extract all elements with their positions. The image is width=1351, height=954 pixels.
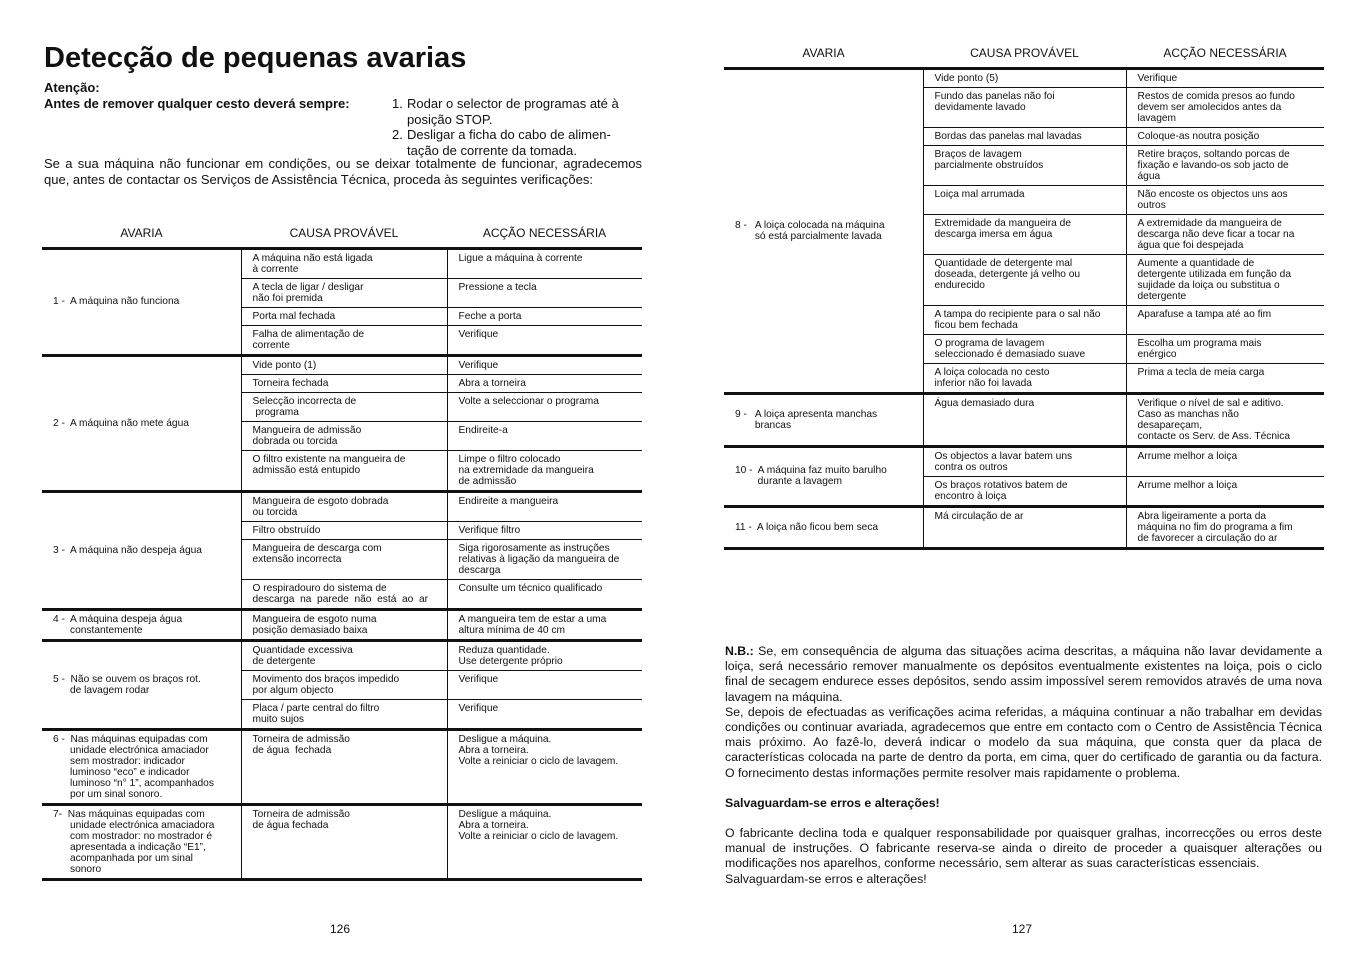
- cause-cell: Mangueira de esgoto dobrada ou torcida: [241, 491, 447, 521]
- action-cell: Abra a torneira: [447, 374, 642, 392]
- action-cell: Verifique: [447, 699, 642, 729]
- header-cause: CAUSA PROVÁVEL: [970, 45, 1079, 60]
- action-cell: Verifique: [447, 355, 642, 374]
- cause-cell: Os objectos a lavar batem uns contra os outros: [923, 446, 1126, 476]
- header-fault: AVARIA: [802, 45, 845, 60]
- table-body: [42, 248, 642, 879]
- cause-cell: O filtro existente na mangueira de admissão está entupido: [241, 450, 447, 491]
- table-header-row: [724, 40, 1324, 68]
- cause-cell: O respiradouro do sistema de descarga na parede não está ao ar: [241, 579, 447, 609]
- cause-cell: Porta mal fechada: [241, 307, 447, 325]
- table-row: [42, 491, 642, 521]
- action-cell: Arrume melhor a loiça: [1126, 476, 1324, 506]
- action-cell: Consulte um técnico qualificado: [447, 579, 642, 609]
- cause-cell: A máquina não está ligada à corrente: [241, 248, 447, 278]
- nb-text: Se, em consequência de alguma das situações acima descritas, a máquina não lavar devidamente a loiça, será necessário remover manualmente os depósitos eventualmente existentes na loiça, pois o ciclo final de secagem endurece esses depósitos, sendo assim impossível serem removidos através de uma nova lavagem na máquina.: [725, 644, 1322, 704]
- action-cell: Coloque-as noutra posição: [1126, 127, 1324, 145]
- table-row: [42, 804, 642, 879]
- fault-cell: 9 - A loiça apresenta manchas brancas: [724, 393, 923, 446]
- cause-cell: Loiça mal arrumada: [923, 185, 1126, 214]
- table-row: [724, 446, 1324, 476]
- troubleshooting-table-right: [724, 40, 1324, 550]
- action-cell: Aumente a quantidade de detergente utilizada em função da sujidade da loiça ou substitua o detergente: [1126, 254, 1324, 305]
- action-cell: Verifique: [1126, 68, 1324, 87]
- page-number: 126: [330, 922, 351, 936]
- action-cell: A extremidade da mangueira de descarga não deve ficar a tocar na água que foi despejada: [1126, 214, 1324, 254]
- cause-cell: Torneira de admissão de água fechada: [241, 729, 447, 804]
- page-title: Detecção de pequenas avarias: [44, 42, 467, 74]
- header-cause: CAUSA PROVÁVEL: [289, 225, 399, 240]
- nb-label: N.B.:: [725, 644, 754, 658]
- cause-cell: Falha de alimentação de corrente: [241, 325, 447, 355]
- table-row: [724, 68, 1324, 87]
- table-row: [724, 393, 1324, 446]
- cause-cell: Má circulação de ar: [923, 506, 1126, 548]
- action-cell: Endireite-a: [447, 421, 642, 450]
- nb-paragraph: [725, 644, 1322, 705]
- fault-cell: 5 - Não se ouvem os braços rot. de lavagem rodar: [42, 640, 241, 729]
- cause-cell: A tecla de ligar / desligar não foi premida: [241, 278, 447, 307]
- table-row: [42, 355, 642, 374]
- action-cell: Desligue a máquina. Abra a torneira. Volte a reiniciar o ciclo de lavagem.: [447, 804, 642, 879]
- action-cell: Abra ligeiramente a porta da máquina no fim do programa a fim de favorecer a circulação do ar: [1126, 506, 1324, 548]
- fault-cell: 11 - A loiça não ficou bem seca: [724, 506, 923, 548]
- fault-cell: 7- Nas máquinas equipadas com unidade electrónica amaciadora com mostrador: no mostrador é apresentada a indicação “E1”, acompanhada por um sinal sonoro: [42, 804, 241, 879]
- warning-steps: [392, 96, 642, 158]
- table-row: [42, 248, 642, 278]
- cause-cell: Bordas das panelas mal lavadas: [923, 127, 1126, 145]
- page-right: [676, 0, 1351, 954]
- table-body: [724, 68, 1324, 548]
- cause-cell: A loiça colocada no cesto inferior não foi lavada: [923, 363, 1126, 393]
- action-cell: Verifique: [447, 670, 642, 699]
- cause-cell: Fundo das panelas não foi devidamente lavado: [923, 87, 1126, 127]
- fault-cell: 2 - A máquina não mete água: [42, 355, 241, 491]
- action-cell: Prima a tecla de meia carga: [1126, 363, 1324, 393]
- cause-cell: Mangueira de admissão dobrada ou torcida: [241, 421, 447, 450]
- step-number: 1.: [392, 96, 403, 111]
- action-cell: Verifique o nível de sal e aditivo. Caso as manchas não desapareçam, contacte os Serv. de Ass. Técnica: [1126, 393, 1324, 446]
- contact-paragraph: Se, depois de efectuadas as verificações acima referidas, a máquina continuar a não trabalhar em devidas condições ou continuar avariada, agradecemos que entre em contacto com o Centro de Assistência Técnica mais próximo. Ao fazê-lo, deverá indicar o modelo da sua máquina, que consta quer da placa de características colocada na parte de dentro da porta, em cima, quer do certificado de garantia ou da factura. O fornecimento destas informações permite resolver mais rapidamente o problema.: [725, 704, 1322, 780]
- warning-step: [392, 127, 642, 158]
- fault-cell: 10 - A máquina faz muito barulho durante a lavagem: [724, 446, 923, 506]
- fault-cell: 8 - A loiça colocada na máquina só está parcialmente lavada: [724, 68, 923, 393]
- action-cell: Retire braços, soltando porcas de fixação e lavando-os sob jacto de água: [1126, 145, 1324, 185]
- warning-step: [392, 96, 642, 127]
- action-cell: Pressione a tecla: [447, 278, 642, 307]
- step-number: 2.: [392, 127, 403, 142]
- action-cell: A mangueira tem de estar a uma altura mínima de 40 cm: [447, 609, 642, 640]
- intro-paragraph: Se a sua máquina não funcionar em condições, ou se deixar totalmente de funcionar, agradecemos que, antes de contactar os Serviços de Assistência Técnica, proceda às seguintes verificações:: [44, 156, 642, 187]
- cause-cell: Filtro obstruído: [241, 521, 447, 539]
- cause-cell: Quantidade de detergente mal doseada, detergente já velho ou endurecido: [923, 254, 1126, 305]
- cause-cell: A tampa do recipiente para o sal não ficou bem fechada: [923, 305, 1126, 334]
- step-text: Rodar o selector de programas até à posição STOP.: [407, 96, 619, 127]
- table-row: [724, 506, 1324, 548]
- disclaimer-paragraph: O fabricante declina toda e qualquer responsabilidade por quaisquer gralhas, incorrecções ou erros deste manual de instruções. O fabricante reserva-se ainda o direito de proceder a quaisquer alterações ou modificações nos aparelhos, conforme necessário, sem alterar as suas características essenciais.: [725, 826, 1322, 871]
- cause-cell: Vide ponto (1): [241, 355, 447, 374]
- cause-cell: O programa de lavagem seleccionado é demasiado suave: [923, 334, 1126, 363]
- fault-cell: 6 - Nas máquinas equipadas com unidade electrónica amaciador sem mostrador: indicador luminoso “eco” e indicador luminoso “n° 1”, acompanhados por um sinal sonoro.: [42, 729, 241, 804]
- cause-cell: Mangueira de descarga com extensão incorrecta: [241, 539, 447, 579]
- troubleshooting-table-left: [42, 220, 642, 881]
- action-cell: Siga rigorosamente as instruções relativas à ligação da mangueira de descarga: [447, 539, 642, 579]
- page-number: 127: [1012, 922, 1033, 936]
- action-cell: Limpe o filtro colocado na extremidade da mangueira de admissão: [447, 450, 642, 491]
- step-text: Desligar a ficha do cabo de alimen-tação de corrente da tomada.: [407, 127, 611, 158]
- action-cell: Desligue a máquina. Abra a torneira. Volte a reiniciar o ciclo de lavagem.: [447, 729, 642, 804]
- cause-cell: Os braços rotativos batem de encontro à loiça: [923, 476, 1126, 506]
- cause-cell: Placa / parte central do filtro muito sujos: [241, 699, 447, 729]
- before-label: Antes de remover qualquer cesto deverá sempre:: [44, 96, 350, 111]
- action-cell: Feche a porta: [447, 307, 642, 325]
- action-cell: Verifique: [447, 325, 642, 355]
- disclaimer-heading: Salvaguardam-se erros e alterações!: [725, 795, 940, 810]
- table-row: [42, 609, 642, 640]
- action-cell: Verifique filtro: [447, 521, 642, 539]
- fault-cell: 1 - A máquina não funciona: [42, 248, 241, 355]
- fault-cell: 4 - A máquina despeja água constantemente: [42, 609, 241, 640]
- action-cell: Endireite a mangueira: [447, 491, 642, 521]
- attention-label: Atenção:: [44, 80, 100, 95]
- fault-cell: 3 - A máquina não despeja água: [42, 491, 241, 609]
- disclaimer-closing: Salvaguardam-se erros e alterações!: [725, 871, 927, 886]
- cause-cell: Vide ponto (5): [923, 68, 1126, 87]
- table-header-row: [42, 220, 642, 248]
- cause-cell: Quantidade excessiva de detergente: [241, 640, 447, 670]
- cause-cell: Torneira fechada: [241, 374, 447, 392]
- header-action: ACÇÃO NECESSÁRIA: [482, 225, 607, 240]
- action-cell: Ligue a máquina à corrente: [447, 248, 642, 278]
- action-cell: Aparafuse a tampa até ao fim: [1126, 305, 1324, 334]
- cause-cell: Extremidade da mangueira de descarga imersa em água: [923, 214, 1126, 254]
- action-cell: Escolha um programa mais enérgico: [1126, 334, 1324, 363]
- cause-cell: Movimento dos braços impedido por algum objecto: [241, 670, 447, 699]
- header-action: ACÇÃO NECESSÁRIA: [1163, 45, 1287, 60]
- table-row: [42, 729, 642, 804]
- cause-cell: Braços de lavagem parcialmente obstruídos: [923, 145, 1126, 185]
- action-cell: Volte a seleccionar o programa: [447, 392, 642, 421]
- table-row: [42, 640, 642, 670]
- action-cell: Arrume melhor a loiça: [1126, 446, 1324, 476]
- cause-cell: Água demasiado dura: [923, 393, 1126, 446]
- cause-cell: Selecção incorrecta de programa: [241, 392, 447, 421]
- header-fault: AVARIA: [120, 225, 163, 240]
- notes-section: [725, 644, 1322, 887]
- action-cell: Não encoste os objectos uns aos outros: [1126, 185, 1324, 214]
- cause-cell: Torneira de admissão de água fechada: [241, 804, 447, 879]
- action-cell: Restos de comida presos ao fundo devem ser amolecidos antes da lavagem: [1126, 87, 1324, 127]
- cause-cell: Mangueira de esgoto numa posição demasiado baixa: [241, 609, 447, 640]
- action-cell: Reduza quantidade. Use detergente próprio: [447, 640, 642, 670]
